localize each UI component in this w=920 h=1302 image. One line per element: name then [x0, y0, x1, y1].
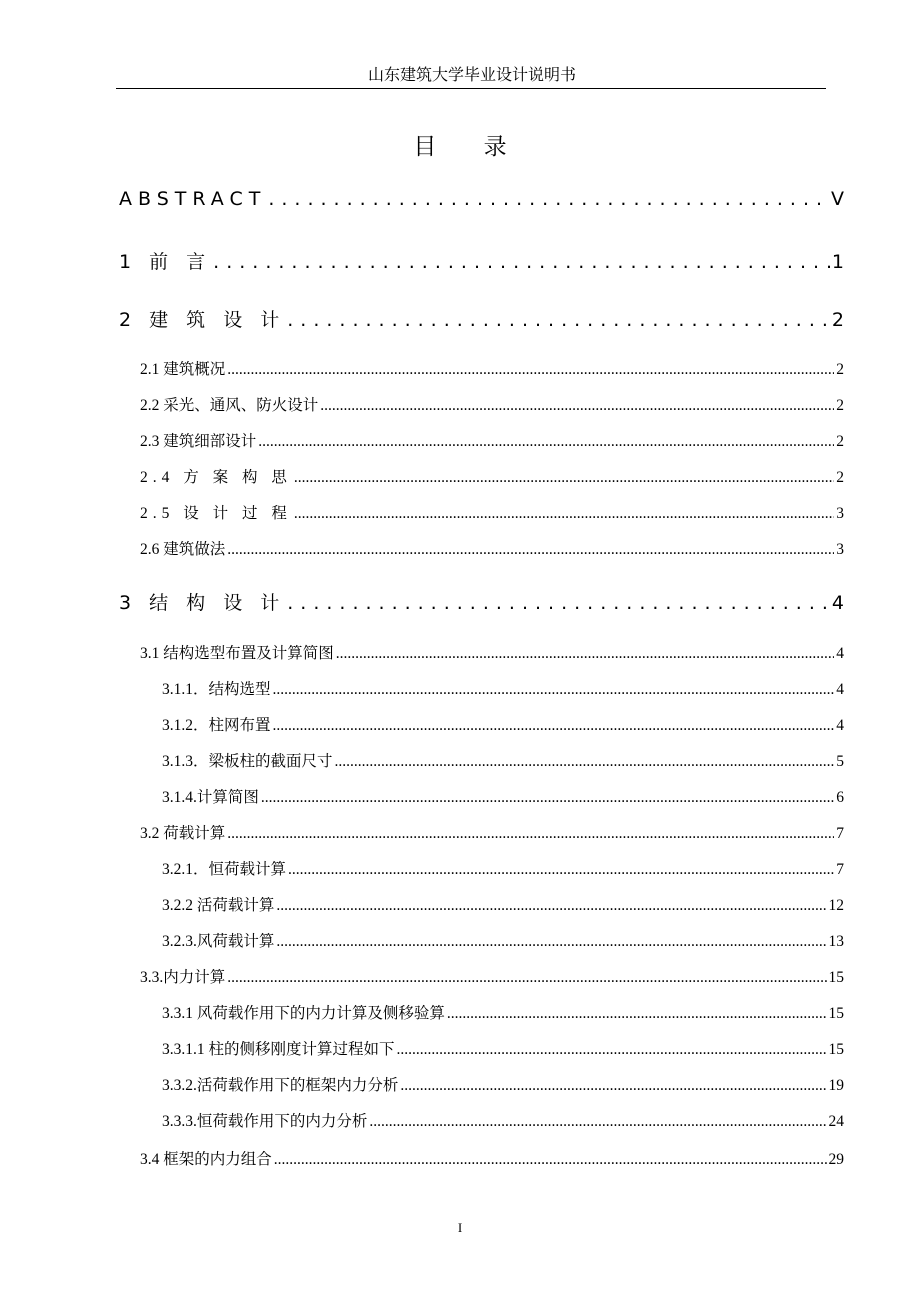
toc-entry-3-3-1[interactable] — [162, 1001, 844, 1023]
toc-entry-label: 3.1.3．梁板柱的截面尺寸 — [162, 753, 333, 770]
toc-leader-dots — [397, 1041, 827, 1059]
toc-leader-dots — [276, 897, 826, 915]
toc-entry-page: 4 — [836, 681, 844, 698]
toc-leader-dots — [447, 1005, 827, 1023]
toc-leader-dots — [227, 361, 834, 379]
toc-entry-2-6[interactable] — [140, 537, 844, 559]
toc-entry-label: 2.1 建筑概况 — [140, 361, 226, 378]
toc-entry-label: 3 结 构 设 计 — [119, 592, 286, 614]
toc-entry-page: 4 — [836, 645, 844, 662]
toc-entry-page: 2 — [836, 469, 844, 486]
toc-entry-label: 3.3.3.恒荷载作用下的内力分析 — [162, 1113, 368, 1130]
toc-entry-page: 4 — [831, 592, 844, 614]
toc-entry-page: 15 — [828, 1041, 844, 1058]
toc-entry-3-3[interactable] — [140, 965, 844, 987]
toc-leader-dots — [273, 681, 835, 699]
toc-entry-3-1-1[interactable] — [162, 677, 844, 699]
toc-leader-dots — [274, 1151, 827, 1169]
toc-entry-2-2[interactable] — [140, 393, 844, 415]
toc-entry-2-4[interactable] — [140, 465, 844, 487]
toc-leader-dots — [288, 861, 834, 879]
toc-entry-3-2-1[interactable] — [162, 857, 844, 879]
toc-leader-dots — [261, 789, 834, 807]
toc-entry-page: 19 — [828, 1077, 844, 1094]
toc-leader-dots — [294, 505, 834, 523]
toc-title: 目 录 — [413, 134, 527, 160]
toc-entry-abstract[interactable] — [119, 188, 844, 210]
toc-entry-3-1-4[interactable] — [162, 785, 844, 807]
toc-entry-3-3-1-1[interactable] — [162, 1037, 844, 1059]
toc-entry-page: 3 — [836, 541, 844, 558]
toc-entry-page: 12 — [828, 897, 844, 914]
toc-entry-label: 3.1.2．柱网布置 — [162, 717, 271, 734]
toc-leader-dots — [213, 251, 830, 273]
toc-entry-label: 3.2.2 活荷载计算 — [162, 897, 275, 914]
toc-leader-dots — [227, 825, 834, 843]
toc-entry-label: 3.1.4.计算简图 — [162, 789, 259, 806]
toc-entry-chapter-1[interactable] — [119, 247, 844, 274]
toc-entry-page: 4 — [836, 717, 844, 734]
toc-entry-page: 13 — [828, 933, 844, 950]
toc-entry-label: 3.3.1 风荷载作用下的内力计算及侧移验算 — [162, 1005, 445, 1022]
toc-entry-page: 29 — [828, 1151, 844, 1168]
toc-leader-dots — [400, 1077, 826, 1095]
toc-entry-2-1[interactable] — [140, 357, 844, 379]
toc-entry-label: 3.2 荷载计算 — [140, 825, 226, 842]
toc-leader-dots — [294, 469, 834, 487]
toc-entry-label: 3.3.内力计算 — [140, 969, 226, 986]
page-number: I — [457, 1220, 463, 1235]
toc-entry-label: 3.1.1．结构选型 — [162, 681, 271, 698]
toc-entry-2-5[interactable] — [140, 501, 844, 523]
toc-entry-page: 7 — [836, 825, 844, 842]
toc-entry-3-4[interactable] — [140, 1147, 844, 1169]
toc-leader-dots — [227, 541, 834, 559]
running-header: 山东建筑大学毕业设计说明书 — [367, 65, 576, 84]
toc-entry-label: ABSTRACT — [119, 188, 267, 210]
toc-leader-dots — [258, 433, 834, 451]
toc-leader-dots — [227, 969, 826, 987]
toc-entry-page: 2 — [836, 433, 844, 450]
toc-entry-3-3-2[interactable] — [162, 1073, 844, 1095]
toc-entry-page: 6 — [836, 789, 844, 806]
toc-entry-3-1[interactable] — [140, 641, 844, 663]
toc-entry-3-3-3[interactable] — [162, 1109, 844, 1131]
toc-entry-label: 2.2 采光、通风、防火设计 — [140, 397, 319, 414]
toc-leader-dots — [287, 592, 830, 614]
toc-entry-label: 3.2.1．恒荷载计算 — [162, 861, 287, 878]
toc-entry-chapter-2[interactable] — [119, 305, 844, 332]
toc-entry-label: 3.2.3.风荷载计算 — [162, 933, 275, 950]
toc-entry-label: 2.3 建筑细部设计 — [140, 433, 257, 450]
toc-entry-label: 3.3.2.活荷载作用下的框架内力分析 — [162, 1077, 399, 1094]
toc-entry-3-2[interactable] — [140, 821, 844, 843]
toc-leader-dots — [268, 188, 829, 210]
toc-entry-label: 3.4 框架的内力组合 — [140, 1151, 272, 1168]
toc-entry-page: 2 — [831, 309, 844, 331]
toc-entry-2-3[interactable] — [140, 429, 844, 451]
toc-leader-dots — [287, 309, 830, 331]
toc-entry-page: V — [831, 188, 844, 210]
toc-leader-dots — [276, 933, 826, 951]
header-rule — [116, 88, 826, 89]
toc-entry-page: 3 — [836, 505, 844, 522]
toc-entry-label: 3.1 结构选型布置及计算简图 — [140, 645, 334, 662]
toc-leader-dots — [273, 717, 835, 735]
toc-entry-page: 15 — [828, 969, 844, 986]
toc-entry-label: 2.6 建筑做法 — [140, 541, 226, 558]
toc-entry-3-2-2[interactable] — [162, 893, 844, 915]
toc-leader-dots — [336, 645, 834, 663]
toc-entry-label: 1 前 言 — [119, 251, 212, 273]
toc-entry-3-1-3[interactable] — [162, 749, 844, 771]
toc-entry-page: 2 — [836, 361, 844, 378]
toc-entry-label: 3.3.1.1 柱的侧移刚度计算过程如下 — [162, 1041, 395, 1058]
toc-leader-dots — [320, 397, 834, 415]
toc-entry-chapter-3[interactable] — [119, 588, 844, 615]
toc-entry-page: 15 — [828, 1005, 844, 1022]
toc-entry-label: 2 建 筑 设 计 — [119, 309, 286, 331]
toc-entry-3-2-3[interactable] — [162, 929, 844, 951]
toc-entry-page: 1 — [831, 251, 844, 273]
toc-entry-page: 7 — [836, 861, 844, 878]
toc-entry-page: 5 — [836, 753, 844, 770]
toc-entry-3-1-2[interactable] — [162, 713, 844, 735]
toc-entry-page: 2 — [836, 397, 844, 414]
toc-entry-page: 24 — [828, 1113, 844, 1130]
toc-leader-dots — [335, 753, 835, 771]
toc-entry-label: 2.4 方 案 构 思 — [140, 469, 292, 486]
toc-entry-label: 2.5 设 计 过 程 — [140, 505, 292, 522]
toc-leader-dots — [369, 1113, 826, 1131]
